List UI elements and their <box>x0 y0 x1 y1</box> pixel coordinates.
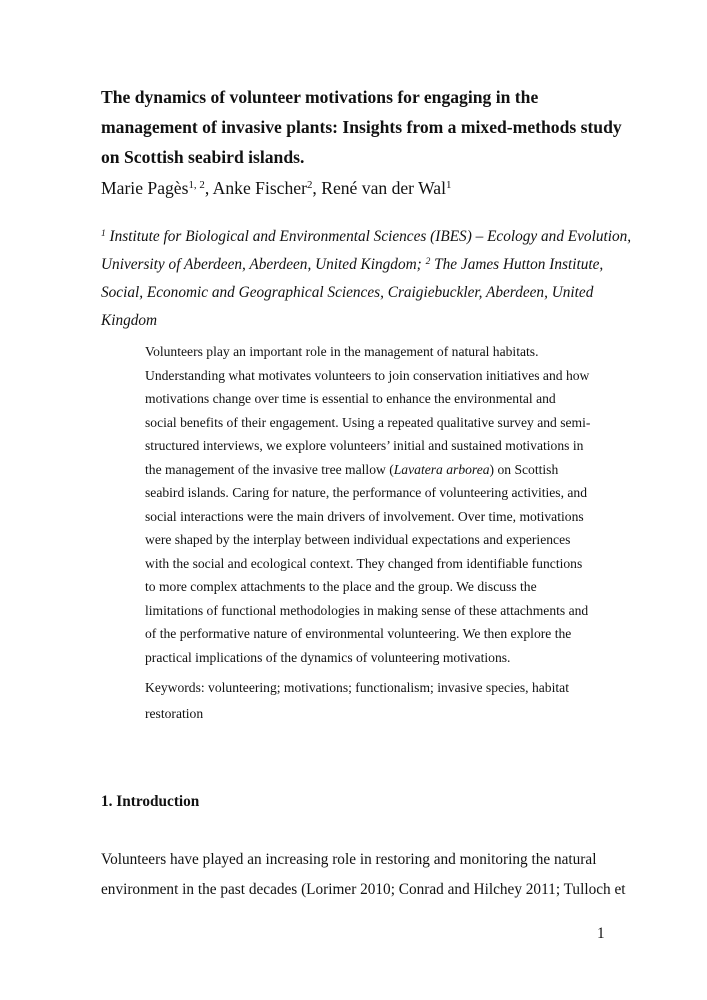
affiliation-mark: 2 <box>425 256 431 267</box>
author-name: René van der Wal <box>321 178 447 198</box>
title-line: management of invasive plants: Insights from a mixed-methods study <box>101 117 622 137</box>
author-affiliation-mark: 1, 2 <box>188 179 205 191</box>
keywords-line: restoration <box>145 705 204 721</box>
affiliation-line: Social, Economic and Geographical Sciences, Craigiebuckler, Aberdeen, United <box>101 284 594 301</box>
species-name: Lavatera arborea <box>393 461 490 477</box>
abstract-line: of the performative nature of environmental volunteering. We then explore the <box>145 626 572 641</box>
abstract-line: limitations of functional methodologies in making sense of these attachments and <box>145 602 589 618</box>
body-line: Volunteers have played an increasing role in restoring and monitoring the natural <box>101 851 597 868</box>
intro-paragraph <box>101 845 626 905</box>
separator: , <box>312 178 322 198</box>
affiliation-line <box>101 223 631 251</box>
abstract-line: social interactions were the main drivers of involvement. Over time, motivations <box>145 508 584 524</box>
author-name: Anke Fischer <box>212 178 307 198</box>
abstract-line: Volunteers play an important role in the management of natural habitats. <box>145 344 539 359</box>
abstract-line: seabird islands. Caring for nature, the performance of volunteering activities, and <box>145 485 588 500</box>
separator: , <box>204 178 213 198</box>
affiliation-mark: 1 <box>101 228 106 239</box>
keywords <box>145 675 569 726</box>
affiliation-line: Kingdom <box>101 312 158 329</box>
keywords-line: Keywords: volunteering; motivations; functionalism; invasive species, habitat <box>145 680 569 695</box>
section-heading: 1. Introduction <box>101 793 200 810</box>
abstract-line: social benefits of their engagement. Using a repeated qualitative survey and semi- <box>145 414 591 430</box>
affiliation-text: Institute for Biological and Environmental Sciences (IBES) – Ecology and Evolution, <box>105 228 632 245</box>
abstract-line: were shaped by the interplay between individual expectations and experiences <box>145 532 571 547</box>
title-line: on Scottish seabird islands. <box>101 147 305 167</box>
author-list <box>101 173 451 203</box>
abstract-line: structured interviews, we explore volunteers’ initial and sustained motivations in <box>145 438 584 453</box>
affiliation-line <box>101 251 631 279</box>
abstract-line: motivations change over time is essential to enhance the environmental and <box>145 391 556 406</box>
page-number: 1 <box>597 925 605 942</box>
affiliations <box>101 223 631 335</box>
author-name: Marie Pagès <box>101 178 189 198</box>
abstract-line: Understanding what motivates volunteers to join conservation initiatives and how <box>145 367 590 383</box>
title-line: The dynamics of volunteer motivations for engaging in the <box>101 87 539 107</box>
author-affiliation-mark: 2 <box>306 179 313 191</box>
abstract-text: ) on Scottish <box>489 461 559 477</box>
abstract-text: the management of the invasive tree mallow ( <box>145 461 394 477</box>
abstract-line: to more complex attachments to the place and the group. We discuss the <box>145 579 537 594</box>
abstract-line <box>145 458 590 482</box>
paper-title <box>101 82 622 172</box>
author-affiliation-mark: 1 <box>446 179 452 191</box>
abstract-line: practical implications of the dynamics of volunteering motivations. <box>145 649 511 665</box>
affiliation-text: The James Hutton Institute, <box>430 256 604 273</box>
abstract <box>145 340 590 669</box>
affiliation-text: University of Aberdeen, Aberdeen, United Kingdom; <box>101 256 426 273</box>
abstract-line: with the social and ecological context. They changed from identifiable functions <box>145 555 583 571</box>
body-line: environment in the past decades (Lorimer 2010; Conrad and Hilchey 2011; Tulloch et <box>101 881 626 898</box>
